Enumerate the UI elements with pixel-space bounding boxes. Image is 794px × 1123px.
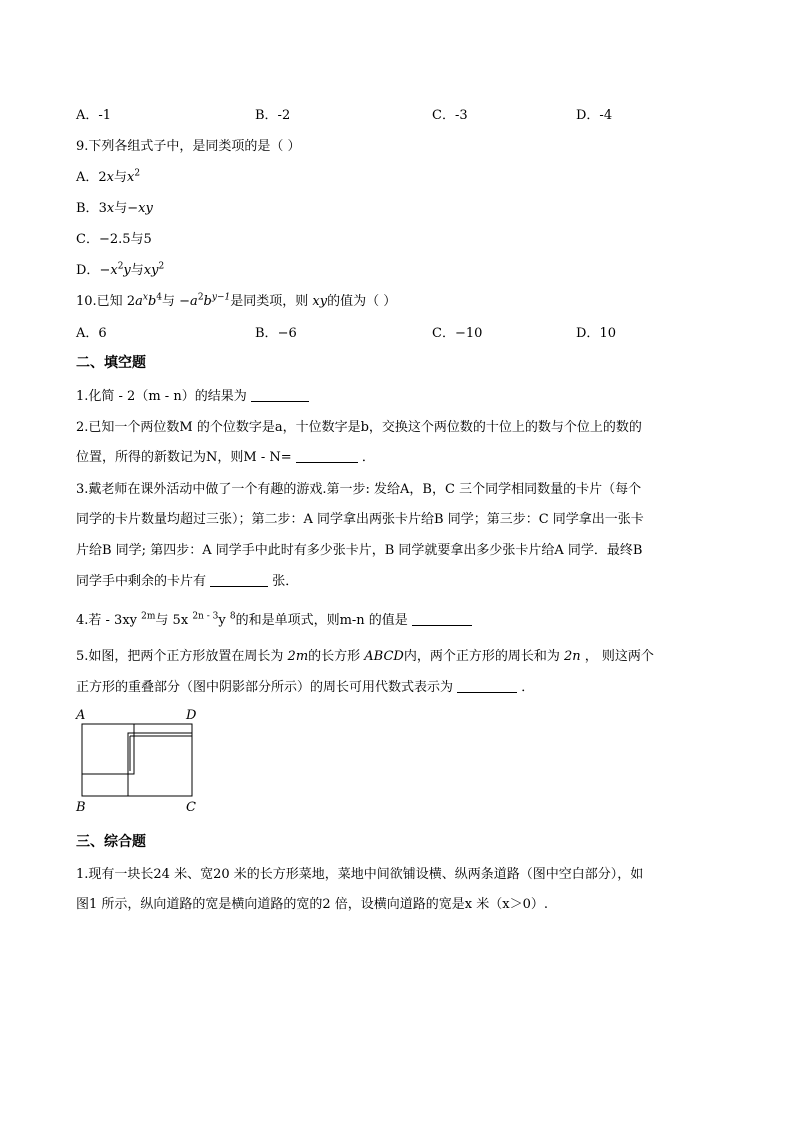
answer-blank[interactable] <box>412 613 472 626</box>
q10-option-a: A．6 <box>76 326 107 341</box>
label-b: B <box>76 800 86 815</box>
fill-q4: 4.若 - 3xy $^{2m}$与 5x $^{2n - 3}$y $^8$的和是单项式，则m-n 的值是 <box>76 609 472 628</box>
label-c: C <box>186 800 196 815</box>
q8-option-c: C．-3 <box>432 108 468 123</box>
label-a: A <box>76 708 86 723</box>
answer-blank[interactable] <box>296 450 358 463</box>
fill-q1: 1.化简 - 2（m - n）的结果为 <box>76 385 309 404</box>
left-square <box>82 724 134 774</box>
fill-q5-line2: 正方形的重叠部分（图中阴影部分所示）的周长可用代数式表示为 ． <box>76 680 535 695</box>
section-fill-in-title: 二、填空题 <box>76 355 146 371</box>
q9-option-c: C．−2.5与5 <box>76 232 152 247</box>
fill-q3-line3: 片给B 同学; 第四步：A 同学手中此时有多少张卡片，B 同学就要拿出多少张卡片给A 同学．最终B <box>76 543 643 558</box>
q9-option-a: A．2x与$x^2$ <box>76 168 141 185</box>
answer-blank[interactable] <box>457 680 517 693</box>
fill-q2-line2: 位置，所得的新数记为N，则M - N= ． <box>76 450 375 465</box>
comp-q1-line1: 1.现有一块长24 米、宽20 米的长方形菜地，菜地中间欲铺设横、纵两条道路（图中空白部分），如 <box>76 867 644 882</box>
q10-option-c: C．−10 <box>432 326 483 341</box>
q9-option-b: B．3x与−xy <box>76 201 153 216</box>
fill-q3-line4: 同学手中剩余的卡片有 张． <box>76 574 299 589</box>
q8-option-a: A．-1 <box>76 108 112 123</box>
q8-option-b: B．-2 <box>255 108 291 123</box>
answer-blank[interactable] <box>210 574 268 587</box>
q10-option-b: B．−6 <box>255 326 297 341</box>
fill-q2-line1: 2.已知一个两位数M 的个位数字是a，十位数字是b，交换这个两位数的十位上的数与个位上的数的 <box>76 420 642 435</box>
right-square <box>128 733 192 796</box>
comp-q1-line2: 图1 所示，纵向道路的宽是横向道路的宽的2 倍，设横向道路的宽是x 米（x＞0）. <box>76 897 549 912</box>
label-d: D <box>186 708 197 723</box>
fill-q3-line1: 3.戴老师在课外活动中做了一个有趣的游戏.第一步: 发给A，B，C 三个同学相同数量的卡片（每个 <box>76 482 642 497</box>
q8-option-d: D．-4 <box>576 108 613 123</box>
fill-q5-line1: 5.如图，把两个正方形放置在周长为 2m的长方形 ABCD内，两个正方形的周长和为 2n ， 则这两个 <box>76 649 654 664</box>
fill-q3-line2: 同学的卡片数量均超过三张）；第二步：A 同学拿出两张卡片给B 同学；第三步：C 同学拿出一张卡 <box>76 512 644 527</box>
q9-option-d: D．$-x^2y$与$xy^2$ <box>76 261 165 278</box>
answer-blank[interactable] <box>251 389 309 402</box>
rectangle-squares-figure <box>72 705 212 815</box>
section-comprehensive-title: 三、综合题 <box>76 834 146 850</box>
q10-option-d: D．10 <box>576 326 616 341</box>
q9-stem: 9.下列各组式子中，是同类项的是（ ） <box>76 139 301 154</box>
q10-stem: 10.已知 $2a^xb^4$与 $-a^2b^{y-1}$是同类项，则 xy的值为（ ） <box>76 292 397 309</box>
outer-rectangle <box>82 724 192 796</box>
